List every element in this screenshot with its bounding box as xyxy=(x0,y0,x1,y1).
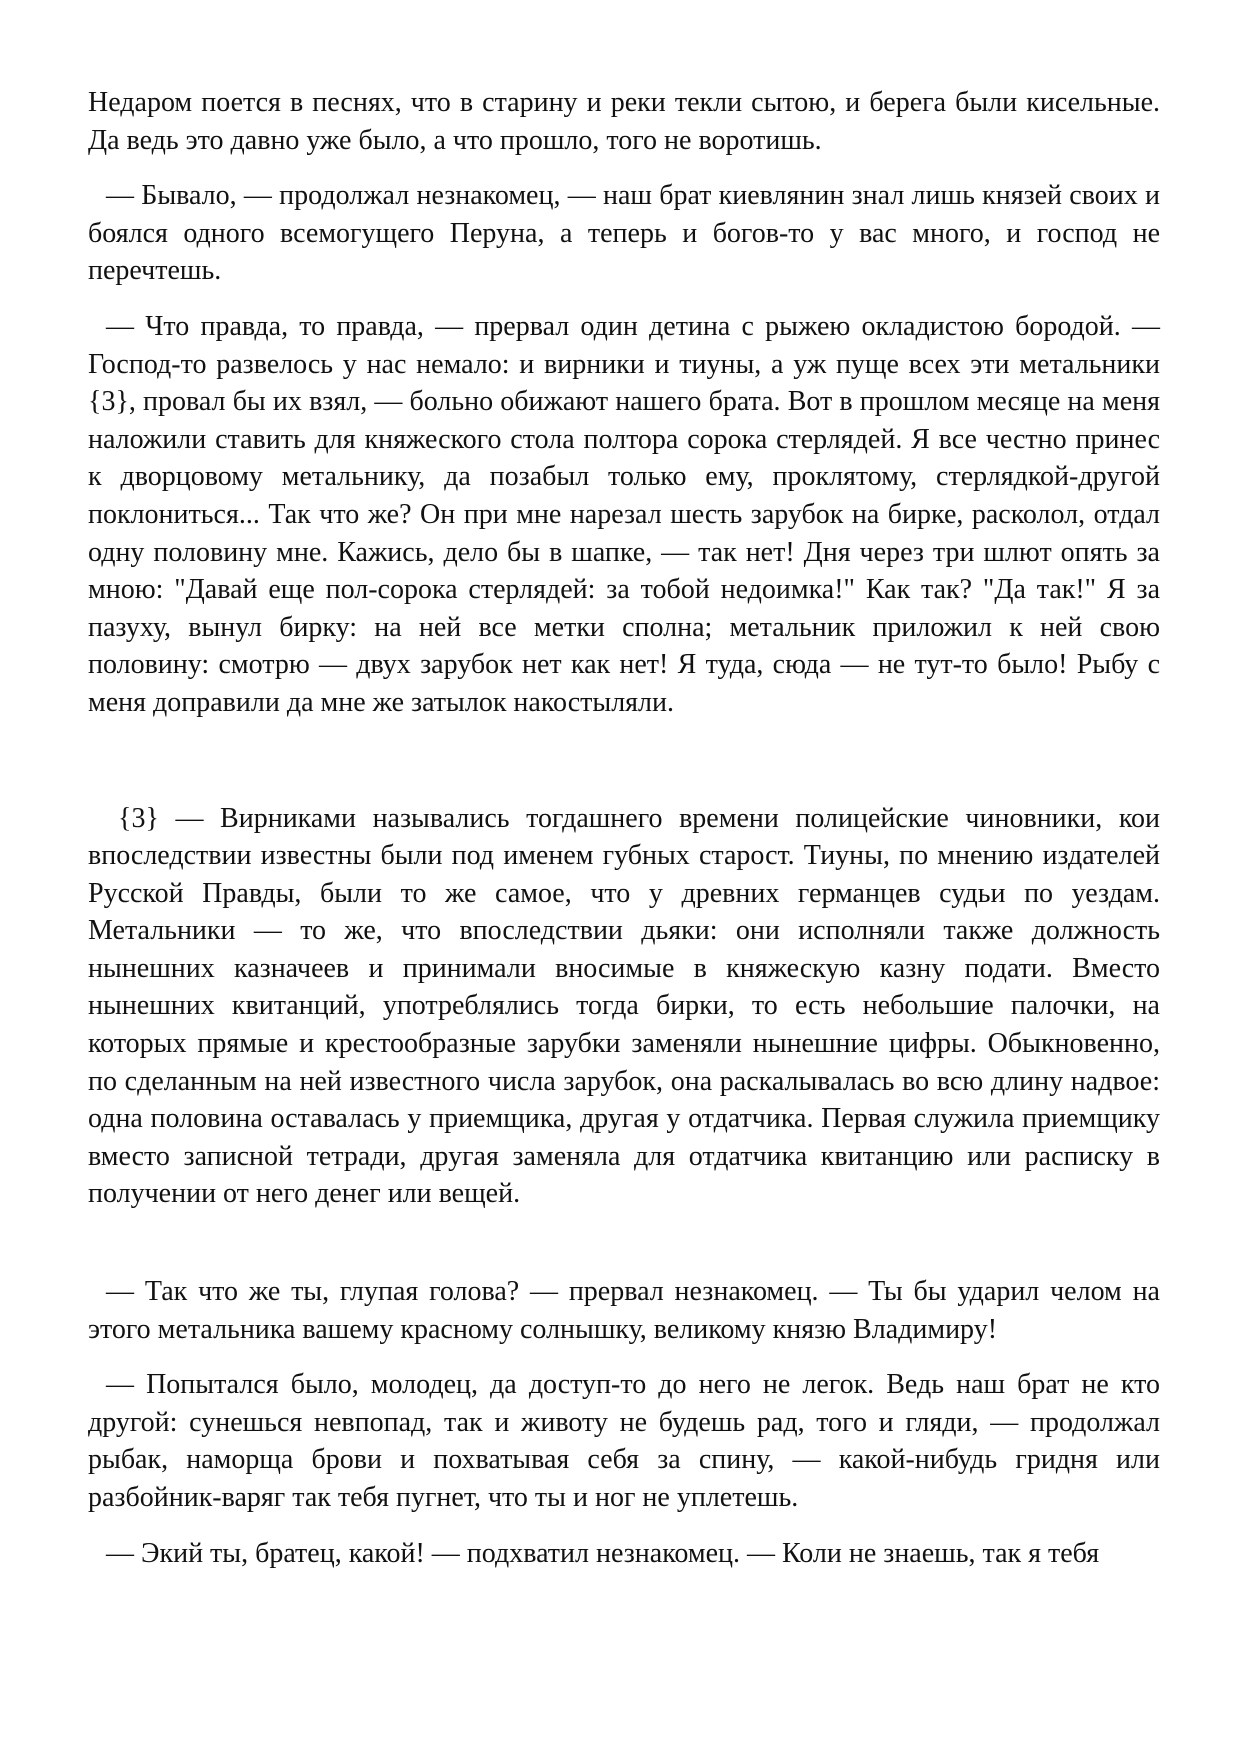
section-spacer-2 xyxy=(88,1213,1160,1273)
section-spacer xyxy=(88,740,1160,800)
paragraph-stranger-question: — Так что же ты, глупая голова? — прервал незнакомец. — Ты бы ударил челом на этого метальника вашему красному солнышку, великому князю Владимиру! xyxy=(88,1276,1160,1345)
paragraph-intro: Недаром поется в песнях, что в старину и реки текли сытою, и берега были кисельные. Да ведь это давно уже было, а что прошло, того не воротишь. xyxy=(88,87,1160,156)
footnote-3: {3} — Вирниками назывались тогдашнего времени полицейские чиновники, кои впоследствии известны были под именем губных старост. Тиуны, по мнению издателей Русской Правды, были то же самое, что у древних германцев судьи по уездам. Метальники — то же, что впоследствии дьяки: они исполняли также должность нынешних казначеев и принимали вносимые в княжескую казну подати. Вместо нынешних квитанций, употреблялись тогда бирки, то есть небольшие палочки, на которых прямые и крестообразные зарубки заменяли нынешние цифры. Обыкновенно, по сделанным на ней известного числа зарубок, она раскалывалась во всю длину надвое: одна половина оставалась у приемщика, другая у отдатчика. Первая служила приемщику вместо записной тетради, другая заменяла для отдатчика квитанцию или расписку в получении от него денег или вещей. xyxy=(88,802,1160,1210)
paragraph-fisherman-reply: — Попытался было, молодец, да доступ-то до него не легок. Ведь наш брат не кто другой: сунешься невпопад, так и животу не будешь рад, того и гляди, — продолжал рыбак, наморща брови и похватывая себя за спину, — какой-нибудь гридня или разбойник-варяг так тебя пугнет, что ты и ног не уплетешь. xyxy=(88,1369,1160,1513)
document-page xyxy=(88,84,1160,1590)
paragraph-fisherman-speech: — Что правда, то правда, — прервал один детина с рыжею окладистою бородой. — Господ-то развелось у нас немало: и вирники и тиуны, а уж пуще всех эти метальники {3}, провал бы их взял, — больно обижают нашего брата. Вот в прошлом месяце на меня наложили ставить для княжеского стола полтора сорока стерлядей. Я все честно принес к дворцовому метальнику, да позабыл только ему, проклятому, стерлядкой-другой поклониться... Так что же? Он при мне нарезал шесть зарубок на бирке, расколол, отдал одну половину мне. Кажись, дело бы в шапке, — так нет! Дня через три шлют опять за мною: "Давай еще пол-сорока стерлядей: за тобой недоимка!" Как так? "Да так!" Я за пазуху, вынул бирку: на ней все метки сполна; метальник приложил к ней свою половину: смотрю — двух зарубок нет как нет! Я туда, сюда — не тут-то было! Рыбу с меня доправили да мне же затылок накостыляли. xyxy=(88,310,1160,718)
paragraph-stranger-speech: — Бывало, — продолжал незнакомец, — наш брат киевлянин знал лишь князей своих и боялся одного всемогущего Перуна, а теперь и богов-то у вас много, и господ не перечтешь. xyxy=(88,180,1160,287)
paragraph-stranger-retort: — Экий ты, братец, какой! — подхватил незнакомец. — Коли не знаешь, так я тебя xyxy=(106,1537,1100,1569)
